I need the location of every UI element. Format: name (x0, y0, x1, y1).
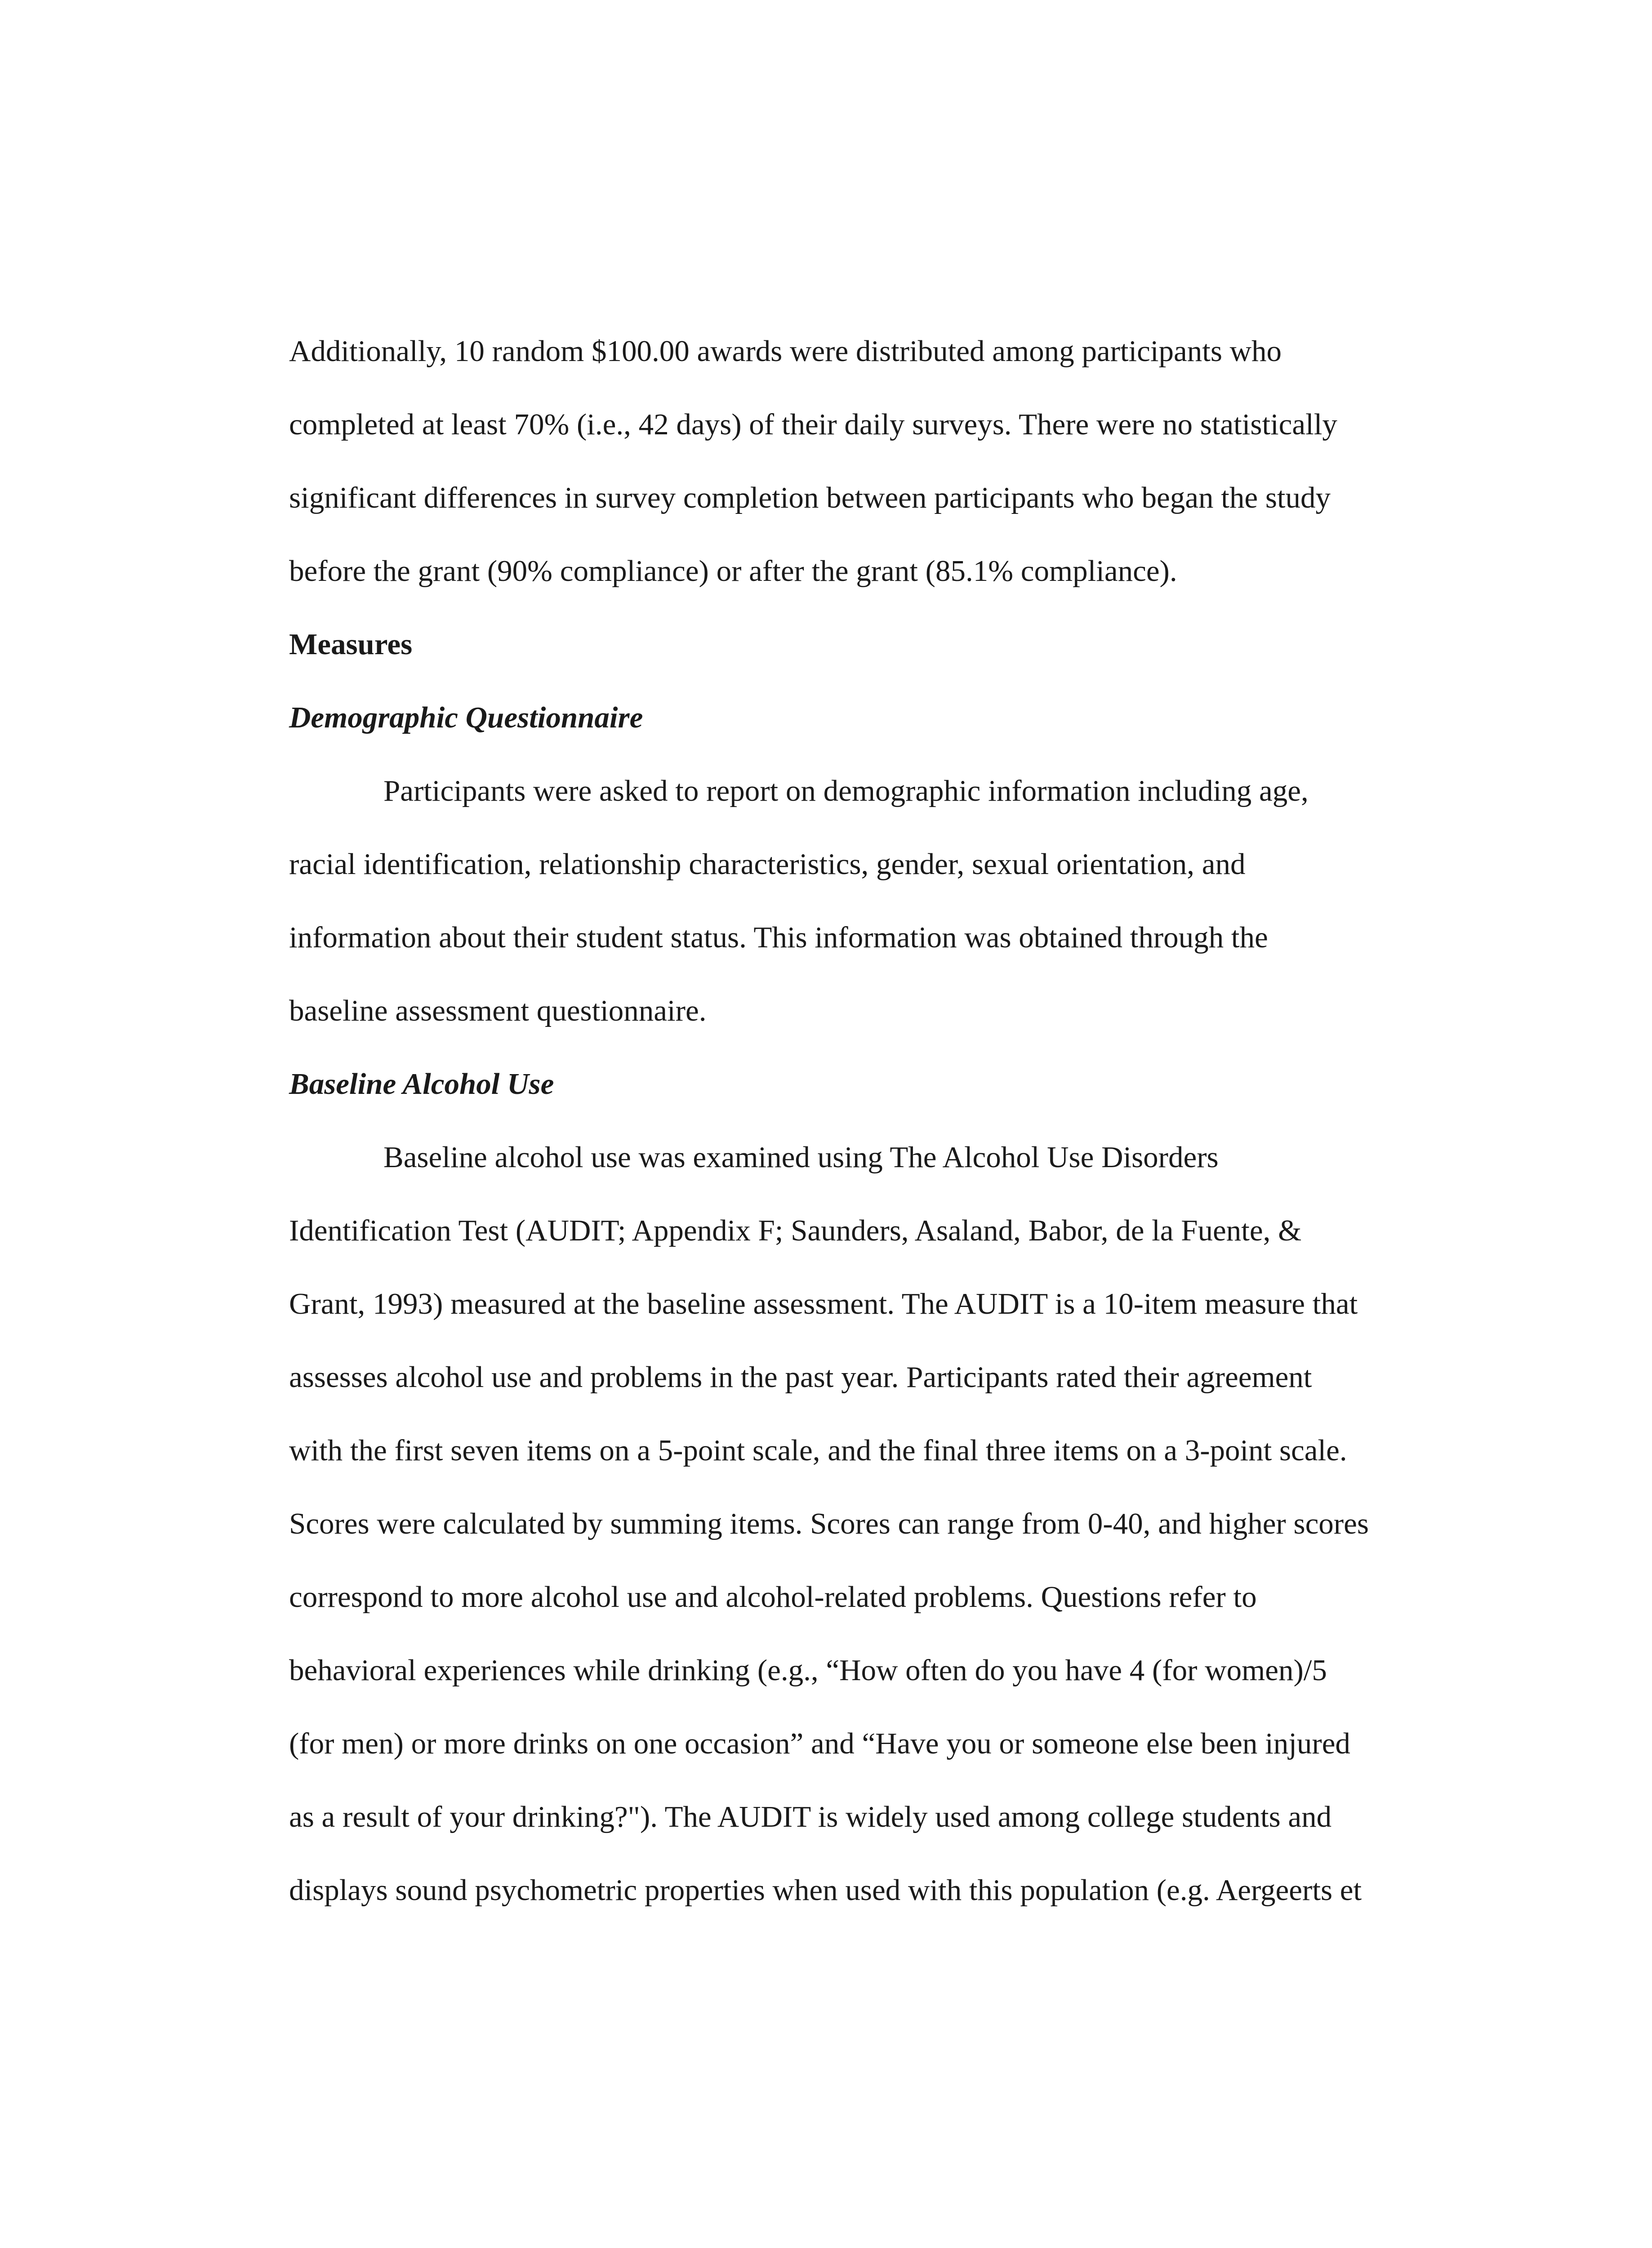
text-line: (for men) or more drinks on one occasion” and “Have you or someone else been injured (289, 1727, 1350, 1760)
text-line: baseline assessment questionnaire. (289, 994, 707, 1027)
text-line: behavioral experiences while drinking (e.g., “How often do you have 4 (for women)/5 (289, 1654, 1327, 1687)
text-line: as a result of your drinking?"). The AUDIT is widely used among college students and (289, 1800, 1332, 1833)
paragraph-baseline-alcohol-use (289, 1121, 1458, 1927)
text-line: assesses alcohol use and problems in the past year. Participants rated their agreement (289, 1360, 1312, 1394)
page-body (289, 315, 1458, 1927)
text-line: information about their student status. This information was obtained through the (289, 921, 1268, 954)
paragraph-demographic (289, 754, 1458, 1048)
subheading-baseline-alcohol-use: Baseline Alcohol Use (289, 1067, 554, 1101)
text-line: Identification Test (AUDIT; Appendix F; Saunders, Asaland, Babor, de la Fuente, & (289, 1214, 1302, 1247)
text-line: significant differences in survey completion between participants who began the study (289, 481, 1331, 514)
text-line: before the grant (90% compliance) or after the grant (85.1% compliance). (289, 554, 1177, 588)
paragraph-intro (289, 315, 1458, 608)
text-line: Grant, 1993) measured at the baseline assessment. The AUDIT is a 10-item measure that (289, 1287, 1358, 1320)
text-line: correspond to more alcohol use and alcohol-related problems. Questions refer to (289, 1580, 1257, 1614)
text-line: with the first seven items on a 5-point scale, and the final three items on a 3-point scale. (289, 1434, 1347, 1467)
section-heading-measures: Measures (289, 628, 413, 661)
text-line: Scores were calculated by summing items. Scores can range from 0-40, and higher scores (289, 1507, 1369, 1540)
text-line: racial identification, relationship characteristics, gender, sexual orientation, and (289, 847, 1246, 881)
text-line: Baseline alcohol use was examined using The Alcohol Use Disorders (383, 1141, 1219, 1174)
text-line: Additionally, 10 random $100.00 awards were distributed among participants who (289, 335, 1282, 368)
text-line: Participants were asked to report on demographic information including age, (383, 774, 1309, 807)
text-line: displays sound psychometric properties when used with this population (e.g. Aergeerts et (289, 1873, 1362, 1907)
subheading-demographic-questionnaire: Demographic Questionnaire (289, 701, 643, 734)
text-line: completed at least 70% (i.e., 42 days) of their daily surveys. There were no statistically (289, 408, 1337, 441)
